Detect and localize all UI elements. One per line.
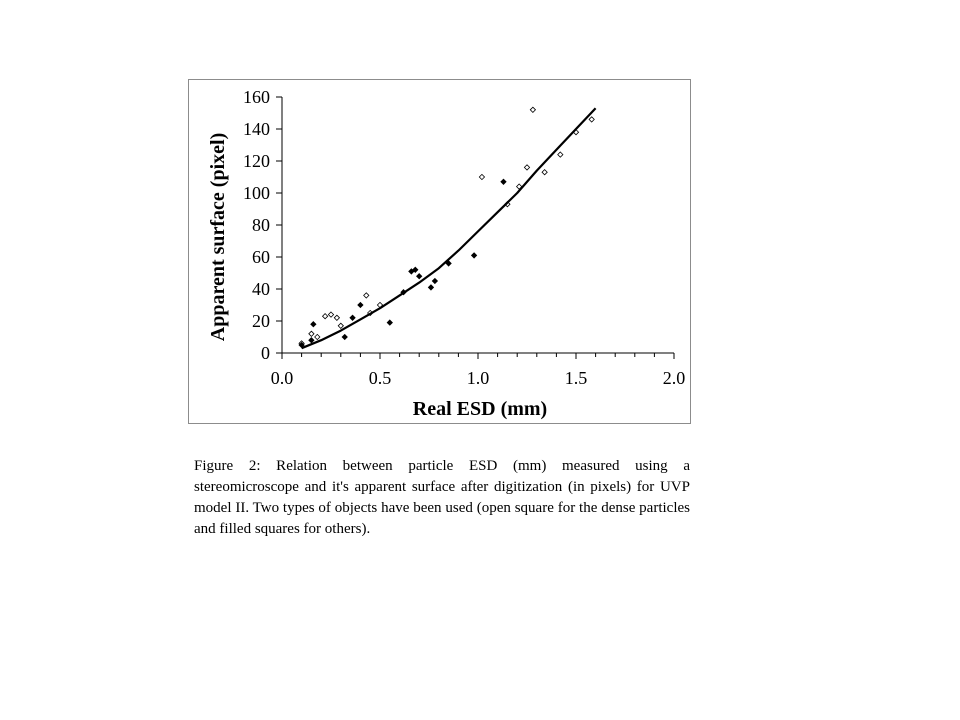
filled-point [387,320,392,325]
open-point [558,152,563,157]
y-axis-title: Apparent surface (pixel) [207,132,229,342]
open-point [530,107,535,112]
x-tick-label: 0.0 [270,368,294,388]
y-tick-label: 100 [243,183,270,203]
filled-point [501,179,506,184]
y-tick-label: 40 [252,279,270,299]
figure-caption: Figure 2: Relation between particle ESD (mm) measured using a stereomicroscope and it's apparent surface after digitization (in pixels) for UVP model II. Two types of objects have been used (open square for the dense particles and filled squares for others). [194,458,690,537]
open-point [524,165,529,170]
filled-point [428,285,433,290]
open-point [334,315,339,320]
open-point [542,170,547,175]
chart-frame [188,79,691,424]
open-point [589,117,594,122]
y-tick-label: 20 [252,311,270,331]
tick-labels [243,87,685,388]
filled-point [358,302,363,307]
y-tick-label: 160 [243,87,270,107]
y-tick-label: 60 [252,247,270,267]
y-tick-label: 120 [243,151,270,171]
filled-point [350,315,355,320]
filled-point [311,322,316,327]
filled-point [309,338,314,343]
fit-curve [302,108,596,348]
y-tick-label: 80 [252,215,270,235]
open-point [309,331,314,336]
scatter-chart [189,80,690,423]
open-point [328,312,333,317]
open-point [364,293,369,298]
x-tick-label: 1.5 [564,368,588,388]
filled-point [342,334,347,339]
open-point [323,314,328,319]
open-point [315,334,320,339]
x-tick-label: 1.0 [466,368,490,388]
y-tick-label: 140 [243,119,270,139]
y-tick-label: 0 [261,343,270,363]
x-tick-label: 0.5 [368,368,392,388]
chart-marks [299,107,596,348]
filled-point [417,274,422,279]
x-tick-label: 2.0 [662,368,686,388]
filled-point [432,278,437,283]
open-point [338,323,343,328]
x-axis-title: Real ESD (mm) [412,398,548,420]
filled-point [471,253,476,258]
open-point [479,174,484,179]
